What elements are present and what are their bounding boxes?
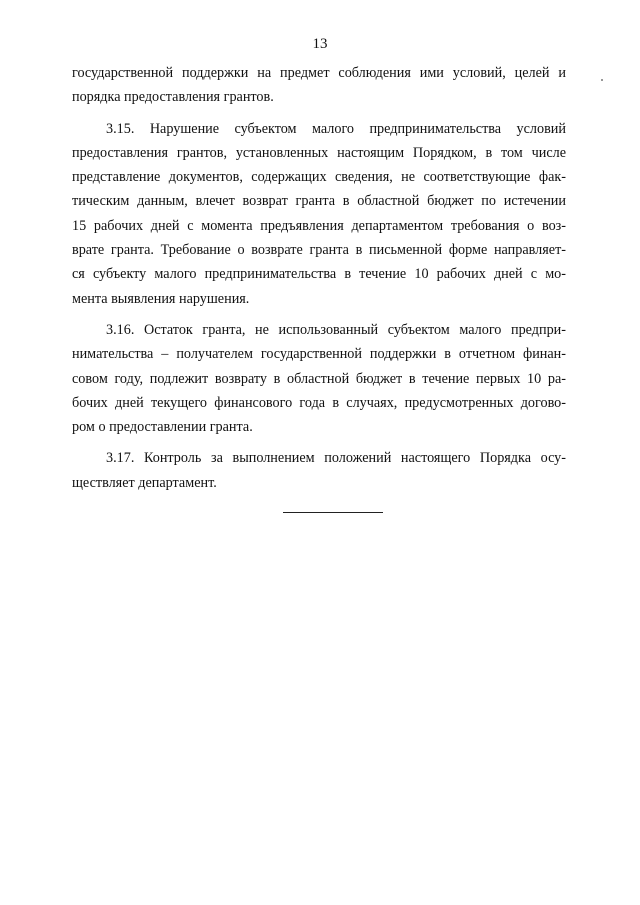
end-of-document-rule bbox=[283, 512, 383, 513]
document-body bbox=[72, 61, 566, 495]
text-line: ся субъекту малого предпринимательства в течение 10 рабочих дней с мо- bbox=[72, 266, 566, 283]
paragraph-3-16 bbox=[72, 318, 566, 439]
paragraph-continuation bbox=[72, 61, 566, 110]
page-number: 13 bbox=[312, 36, 328, 52]
text-line: государственной поддержки на предмет соблюдения ими условий, целей и bbox=[72, 65, 566, 81]
text-line: бочих дней текущего финансового года в случаях, предусмотренных догово- bbox=[72, 394, 566, 411]
text-line: тическим данным, влечет возврат гранта в областной бюджет по истечении bbox=[72, 193, 566, 210]
text-line: совом году, подлежит возврату в областной бюджет в течение первых 10 ра- bbox=[72, 370, 566, 387]
text-line: 15 рабочих дней с момента предъявления департаментом требования о воз- bbox=[72, 217, 566, 234]
text-line: представление документов, содержащих сведения, не соответствующие фак- bbox=[72, 169, 566, 186]
text-line: ществляет департамент. bbox=[72, 474, 217, 491]
paragraph-3-15 bbox=[72, 117, 566, 311]
text-line: нимательства – получателем государственной поддержки в отчетном финан- bbox=[72, 346, 566, 363]
text-line: ром о предоставлении гранта. bbox=[72, 419, 253, 436]
scan-speck bbox=[601, 79, 603, 81]
text-line: 3.15. Нарушение субъектом малого предпринимательства условий bbox=[106, 120, 566, 137]
text-line: врате гранта. Требование о возврате гранта в письменной форме направляет- bbox=[72, 242, 566, 259]
text-line: 3.16. Остаток гранта, не использованный субъектом малого предпри- bbox=[106, 321, 566, 338]
text-line: мента выявления нарушения. bbox=[72, 290, 250, 307]
text-line: порядка предоставления грантов. bbox=[72, 89, 274, 106]
text-line: предоставления грантов, установленных настоящим Порядком, в том числе bbox=[72, 144, 566, 161]
paragraph-3-17 bbox=[72, 446, 566, 495]
text-line: 3.17. Контроль за выполнением положений настоящего Порядка осу- bbox=[106, 450, 566, 467]
